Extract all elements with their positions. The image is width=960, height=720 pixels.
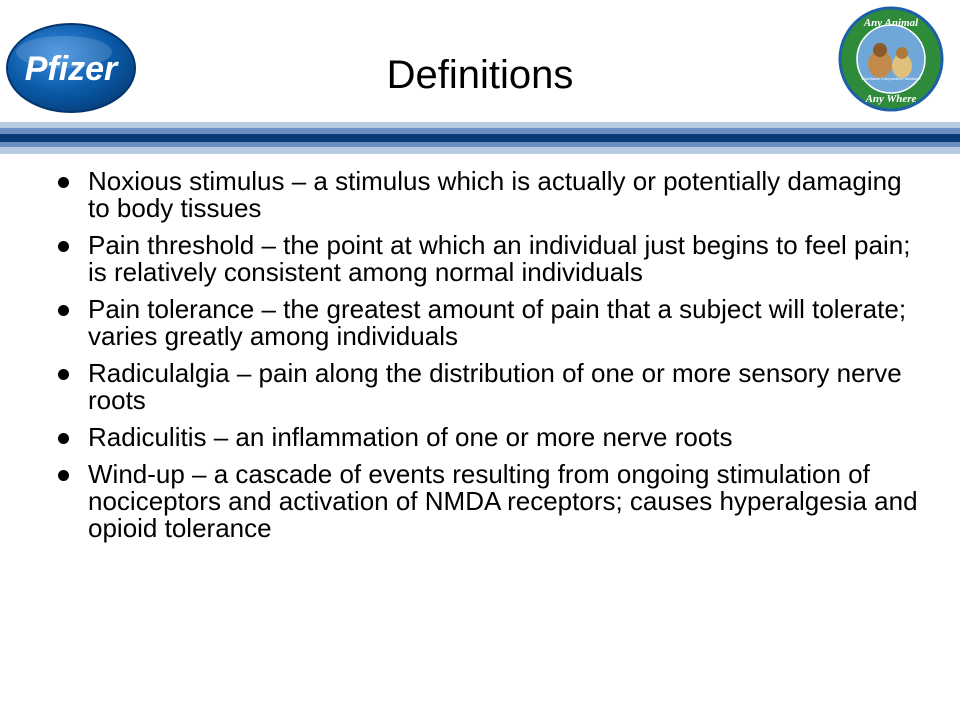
list-item-text: Noxious stimulus – a stimulus which is actually or potentially damaging to body tissues — [88, 166, 902, 223]
list-item-text: Radiculitis – an inflammation of one or more nerve roots — [88, 422, 733, 452]
list-item — [48, 424, 918, 451]
bullet-dot-icon — [58, 433, 69, 444]
definitions-list — [48, 168, 918, 552]
bullet-dot-icon — [58, 305, 69, 316]
svg-text:Pfizer: Pfizer — [24, 50, 118, 88]
list-item — [48, 360, 918, 414]
stripe-light-bottom — [0, 147, 960, 154]
list-item-text: Pain threshold – the point at which an individual just begins to feel pain; is relatively consistent among normal individuals — [88, 230, 911, 287]
animal-medicine-seal-icon — [838, 6, 944, 112]
list-item — [48, 232, 918, 286]
svg-text:Worldwide Comparative Medicine: Worldwide Comparative Medicine — [861, 76, 921, 81]
list-item-text: Pain tolerance – the greatest amount of pain that a subject will tolerate; varies greatly among individuals — [88, 294, 907, 351]
list-item — [48, 296, 918, 350]
page-title: Definitions — [386, 53, 574, 97]
bullet-dot-icon — [58, 470, 69, 481]
list-item-text: Wind-up – a cascade of events resulting from ongoing stimulation of nociceptors and activation of NMDA receptors; causes hyperalgesia and opioid tolerance — [88, 459, 918, 543]
bullet-dot-icon — [58, 177, 69, 188]
bullet-dot-icon — [58, 241, 69, 252]
list-item — [48, 168, 918, 222]
list-item — [48, 461, 918, 542]
svg-text:Any Where: Any Where — [865, 93, 917, 105]
header-stripes — [0, 122, 960, 158]
svg-text:Any Animal: Any Animal — [863, 17, 919, 29]
stripe-dark — [0, 134, 960, 142]
list-item-text: Radiculalgia – pain along the distribution of one or more sensory nerve roots — [88, 358, 902, 415]
bullet-dot-icon — [58, 369, 69, 380]
